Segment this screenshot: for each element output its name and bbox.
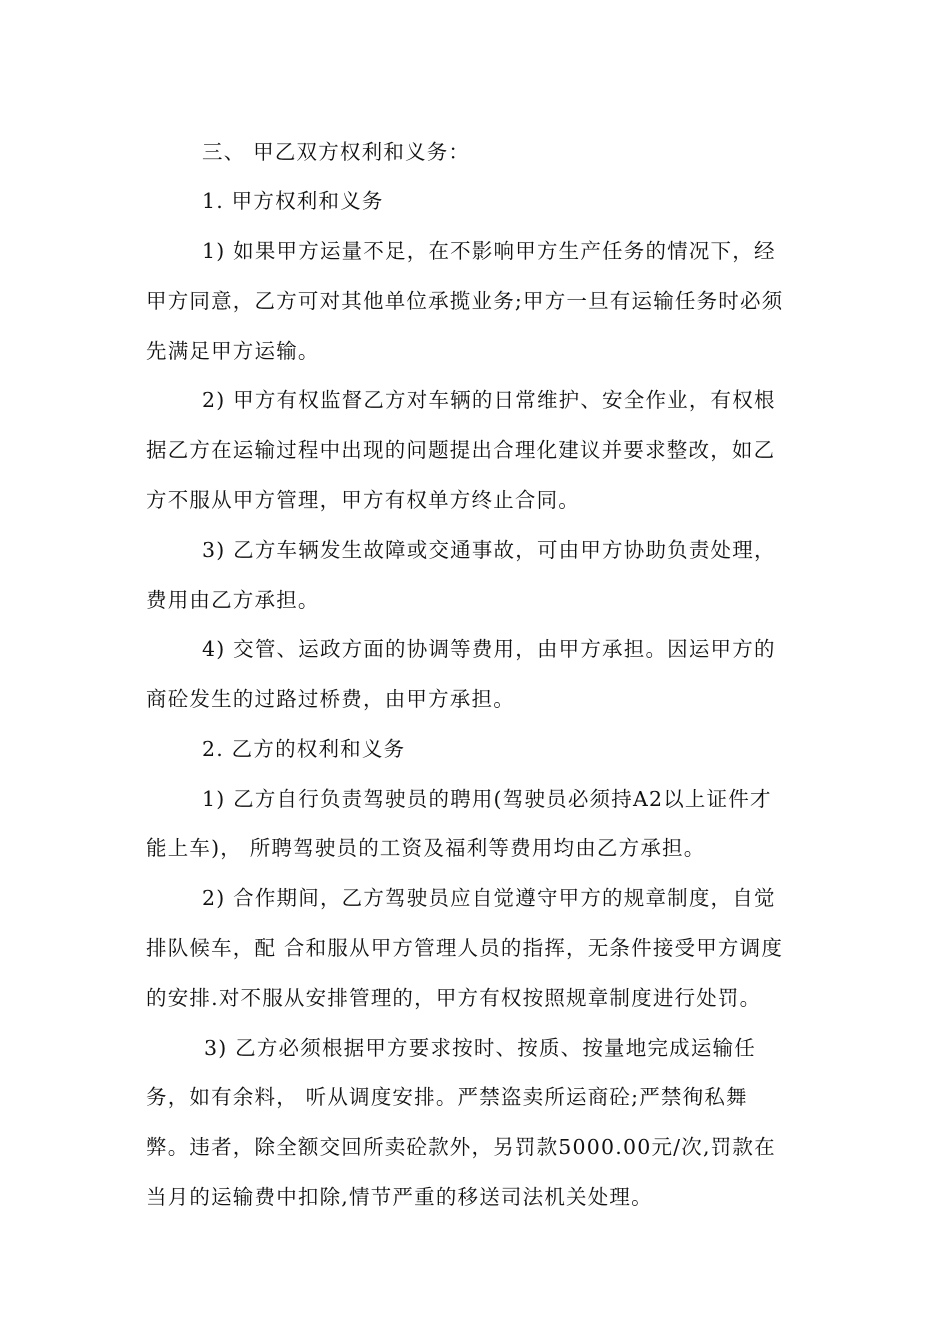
party-a-item4-line1: 4) 交管、运政方面的协调等费用，由甲方承担。因运甲方的	[202, 637, 776, 661]
party-a-item3-line2: 费用由乙方承担。	[146, 588, 320, 612]
party-a-item1-line2: 甲方同意，乙方可对其他单位承揽业务;甲方一旦有运输任务时必须	[146, 289, 784, 313]
party-b-item3-line4: 当月的运输费中扣除,情节严重的移送司法机关处理。	[146, 1185, 653, 1209]
section-heading: 三、 甲乙双方权利和义务：	[202, 140, 471, 164]
party-b-item3-line1: 3) 乙方必须根据甲方要求按时、按质、按量地完成运输任	[204, 1036, 756, 1060]
party-b-item2-line2: 排队候车，配 合和服从甲方管理人员的指挥，无条件接受甲方调度	[146, 936, 784, 960]
party-a-item2-line1: 2) 甲方有权监督乙方对车辆的日常维护、安全作业，有权根	[202, 388, 776, 412]
party-a-item2-line2: 据乙方在运输过程中出现的问题提出合理化建议并要求整改，如乙	[146, 438, 776, 462]
party-a-item3-line1: 3) 乙方车辆发生故障或交通事故，可由甲方协助负责处理，	[202, 538, 776, 562]
party-a-item1-line3: 先满足甲方运输。	[146, 339, 320, 363]
party-b-item3-line2: 务，如有余料， 听从调度安排。严禁盗卖所运商砼;严禁徇私舞	[146, 1085, 748, 1109]
party-a-item4-line2: 商砼发生的过路过桥费，由甲方承担。	[146, 687, 515, 711]
party-b-item1-line2: 能上车)， 所聘驾驶员的工资及福利等费用均由乙方承担。	[146, 836, 706, 860]
party-b-item1-line1: 1) 乙方自行负责驾驶员的聘用(驾驶员必须持A2以上证件才	[202, 787, 772, 811]
party-a-item1-line1: 1) 如果甲方运量不足，在不影响甲方生产任务的情况下，经	[202, 239, 776, 263]
party-a-heading: 1. 甲方权利和义务	[202, 189, 384, 213]
party-a-item2-line3: 方不服从甲方管理，甲方有权单方终止合同。	[146, 488, 580, 512]
party-b-heading: 2. 乙方的权利和义务	[202, 737, 406, 761]
party-b-item2-line1: 2) 合作期间，乙方驾驶员应自觉遵守甲方的规章制度，自觉	[202, 886, 776, 910]
party-b-item3-line3: 弊。违者，除全额交回所卖砼款外，另罚款5000.00元/次,罚款在	[146, 1135, 776, 1159]
party-b-item2-line3: 的安排.对不服从安排管理的，甲方有权按照规章制度进行处罚。	[146, 986, 762, 1010]
